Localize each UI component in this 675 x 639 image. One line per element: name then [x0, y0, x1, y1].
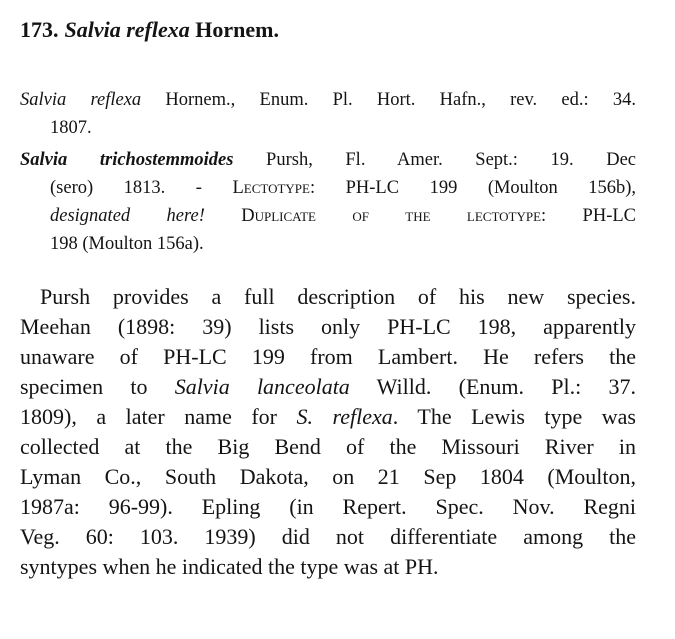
text-run: Hornem., Enum. Pl. Hort. Hafn., rev. ed.: 34. [141, 90, 637, 110]
paragraph-line [20, 342, 636, 372]
species-number: 173. [20, 17, 59, 42]
text-run: . The Lewis type was [392, 404, 636, 429]
text-run: designated here! [50, 206, 205, 226]
text-run: 1809), a later name for [20, 404, 297, 429]
paragraph-line [20, 462, 636, 492]
document-page [20, 12, 636, 582]
text-run: collected at the Big Bend of the Missouri River in [20, 434, 636, 459]
paragraph-line [20, 492, 636, 522]
synonymy-block [20, 86, 636, 258]
synonym-line [20, 86, 636, 114]
synonym-line [20, 202, 636, 230]
text-run: Meehan (1898: 39) lists only PH-LC 198, apparently [20, 314, 636, 339]
paragraph-line [20, 522, 636, 552]
species-name: Salvia reflexa [64, 17, 190, 42]
text-run: Veg. 60: 103. 1939) did not differentiate among the [20, 524, 636, 549]
text-run: Salvia lanceolata [174, 374, 350, 399]
text-run: Duplicate of the lectotype: [241, 206, 547, 226]
discussion-paragraph [20, 282, 636, 582]
text-run: Lectotype: [232, 178, 316, 198]
text-run: 198 (Moulton 156a). [50, 234, 204, 254]
paragraph-line [20, 312, 636, 342]
species-heading [20, 12, 636, 48]
text-run: syntypes when he indicated the type was at PH. [20, 554, 439, 579]
text-run: (sero) 1813. - [50, 178, 233, 198]
paragraph-line [20, 372, 636, 402]
paragraph-line [20, 282, 636, 312]
paragraph-line [20, 432, 636, 462]
text-run: unaware of PH-LC 199 from Lambert. He refers the [20, 344, 636, 369]
text-run: Pursh, Fl. Amer. Sept.: 19. Dec [233, 150, 636, 170]
text-run: Salvia trichostemmoides [20, 150, 234, 170]
text-run: Lyman Co., South Dakota, on 21 Sep 1804 (Moulton, [20, 464, 636, 489]
synonym-line [20, 230, 636, 258]
text-run: PH-LC 199 (Moulton 156b), [315, 178, 637, 198]
synonym-line [20, 174, 636, 202]
text-run: PH-LC [546, 206, 637, 226]
text-run: specimen to [20, 374, 175, 399]
text-run: Salvia reflexa [20, 90, 142, 110]
text-run: 1807. [50, 118, 92, 138]
synonym-line [20, 114, 636, 142]
synonym-line [20, 146, 636, 174]
paragraph-line [20, 402, 636, 432]
text-run: Pursh provides a full description of his new species. [40, 284, 636, 309]
text-run: Willd. (Enum. Pl.: 37. [349, 374, 636, 399]
species-author: Hornem. [195, 17, 279, 42]
paragraph-line [20, 552, 636, 582]
text-run [205, 206, 241, 226]
synonym-entry [20, 86, 636, 142]
text-run: 1987a: 96-99). Epling (in Repert. Spec. Nov. Regni [20, 494, 636, 519]
text-run: S. reflexa [296, 404, 393, 429]
synonym-entry [20, 146, 636, 258]
